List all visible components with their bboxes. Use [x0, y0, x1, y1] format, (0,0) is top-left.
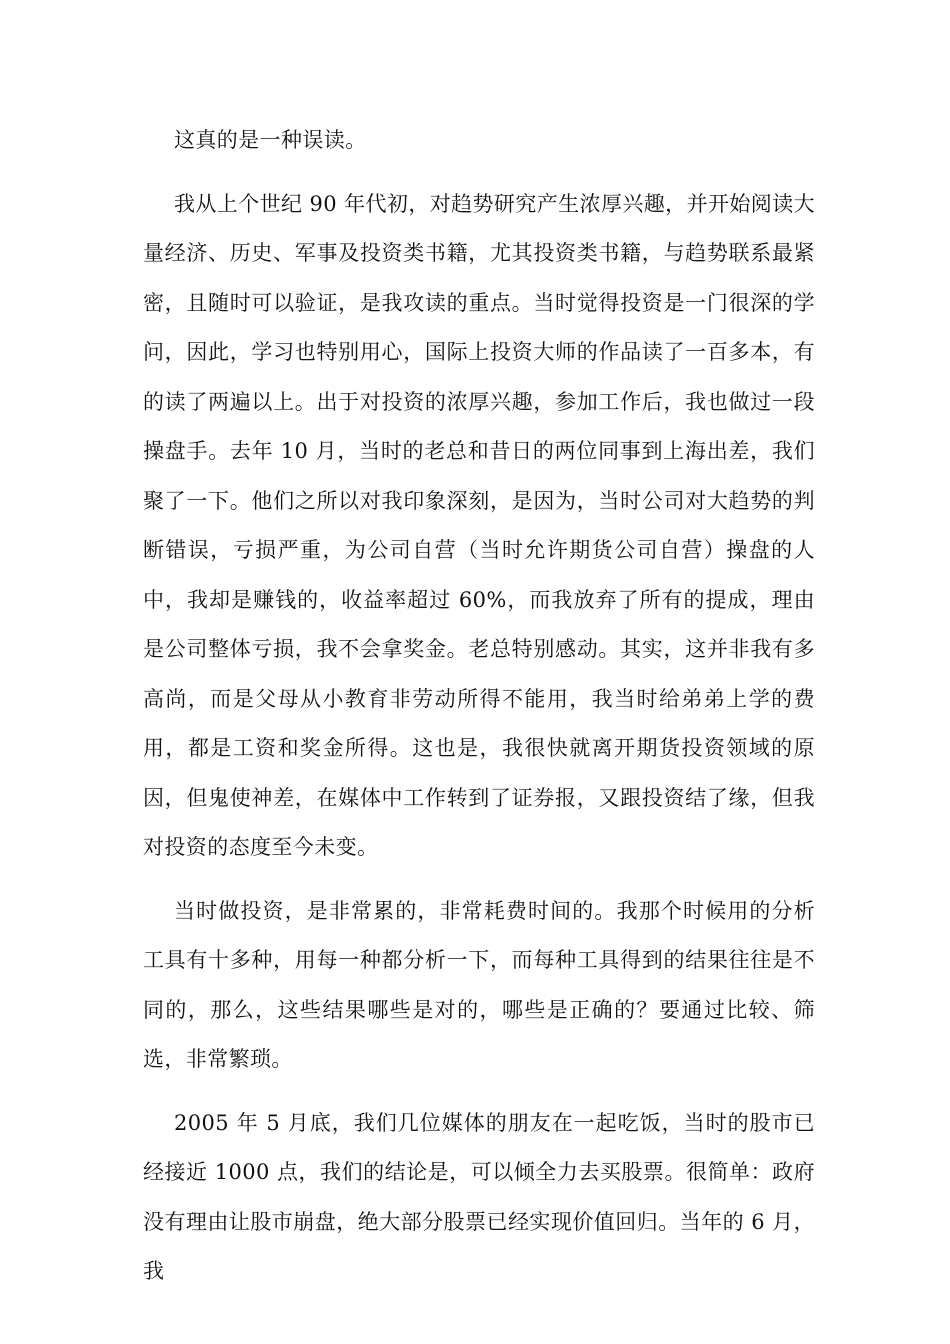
paragraph-1: 这真的是一种误读。: [174, 128, 367, 152]
document-body: [143, 116, 815, 1311]
paragraph-3: 当时做投资，是非常累的，非常耗费时间的。我那个时候用的分析工具有十多种，用每一种都分析一下，而每种工具得到的结果往往是不同的，那么，这些结果哪些是对的，哪些是正确的？要通过比较、筛选，非常繁琐。: [143, 898, 815, 1071]
paragraph-2: 我从上个世纪 90 年代初，对趋势研究产生浓厚兴趣，并开始阅读大量经济、历史、军事及投资类书籍，尤其投资类书籍，与趋势联系最紧密，且随时可以验证，是我攻读的重点。当时觉得投资是一门很深的学问，因此，学习也特别用心，国际上投资大师的作品读了一百多本，有的读了两遍以上。出于对投资的浓厚兴趣，参加工作后，我也做过一段操盘手。去年 10 月，当时的老总和昔日的两位同事到上海出差，我们聚了一下。他们之所以对我印象深刻，是因为，当时公司对大趋势的判断错误，亏损严重，为公司自营（当时允许期货公司自营）操盘的人中，我却是赚钱的，收益率超过 60%，而我放弃了所有的提成，理由是公司整体亏损，我不会拿奖金。老总特别感动。其实，这并非我有多高尚，而是父母从小教育非劳动所得不能用，我当时给弟弟上学的费用，都是工资和奖金所得。这也是，我很快就离开期货投资领域的原因，但鬼使神差，在媒体中工作转到了证券报，又跟投资结了缘，但我对投资的态度至今未变。: [143, 191, 815, 859]
paragraph-4: 2005 年 5 月底，我们几位媒体的朋友在一起吃饭，当时的股市已经接近 1000 点，我们的结论是，可以倾全力去买股票。很简单：政府没有理由让股市崩盘，绝大部分股票已经实现价值回归。当年的 6 月，我: [143, 1110, 815, 1283]
